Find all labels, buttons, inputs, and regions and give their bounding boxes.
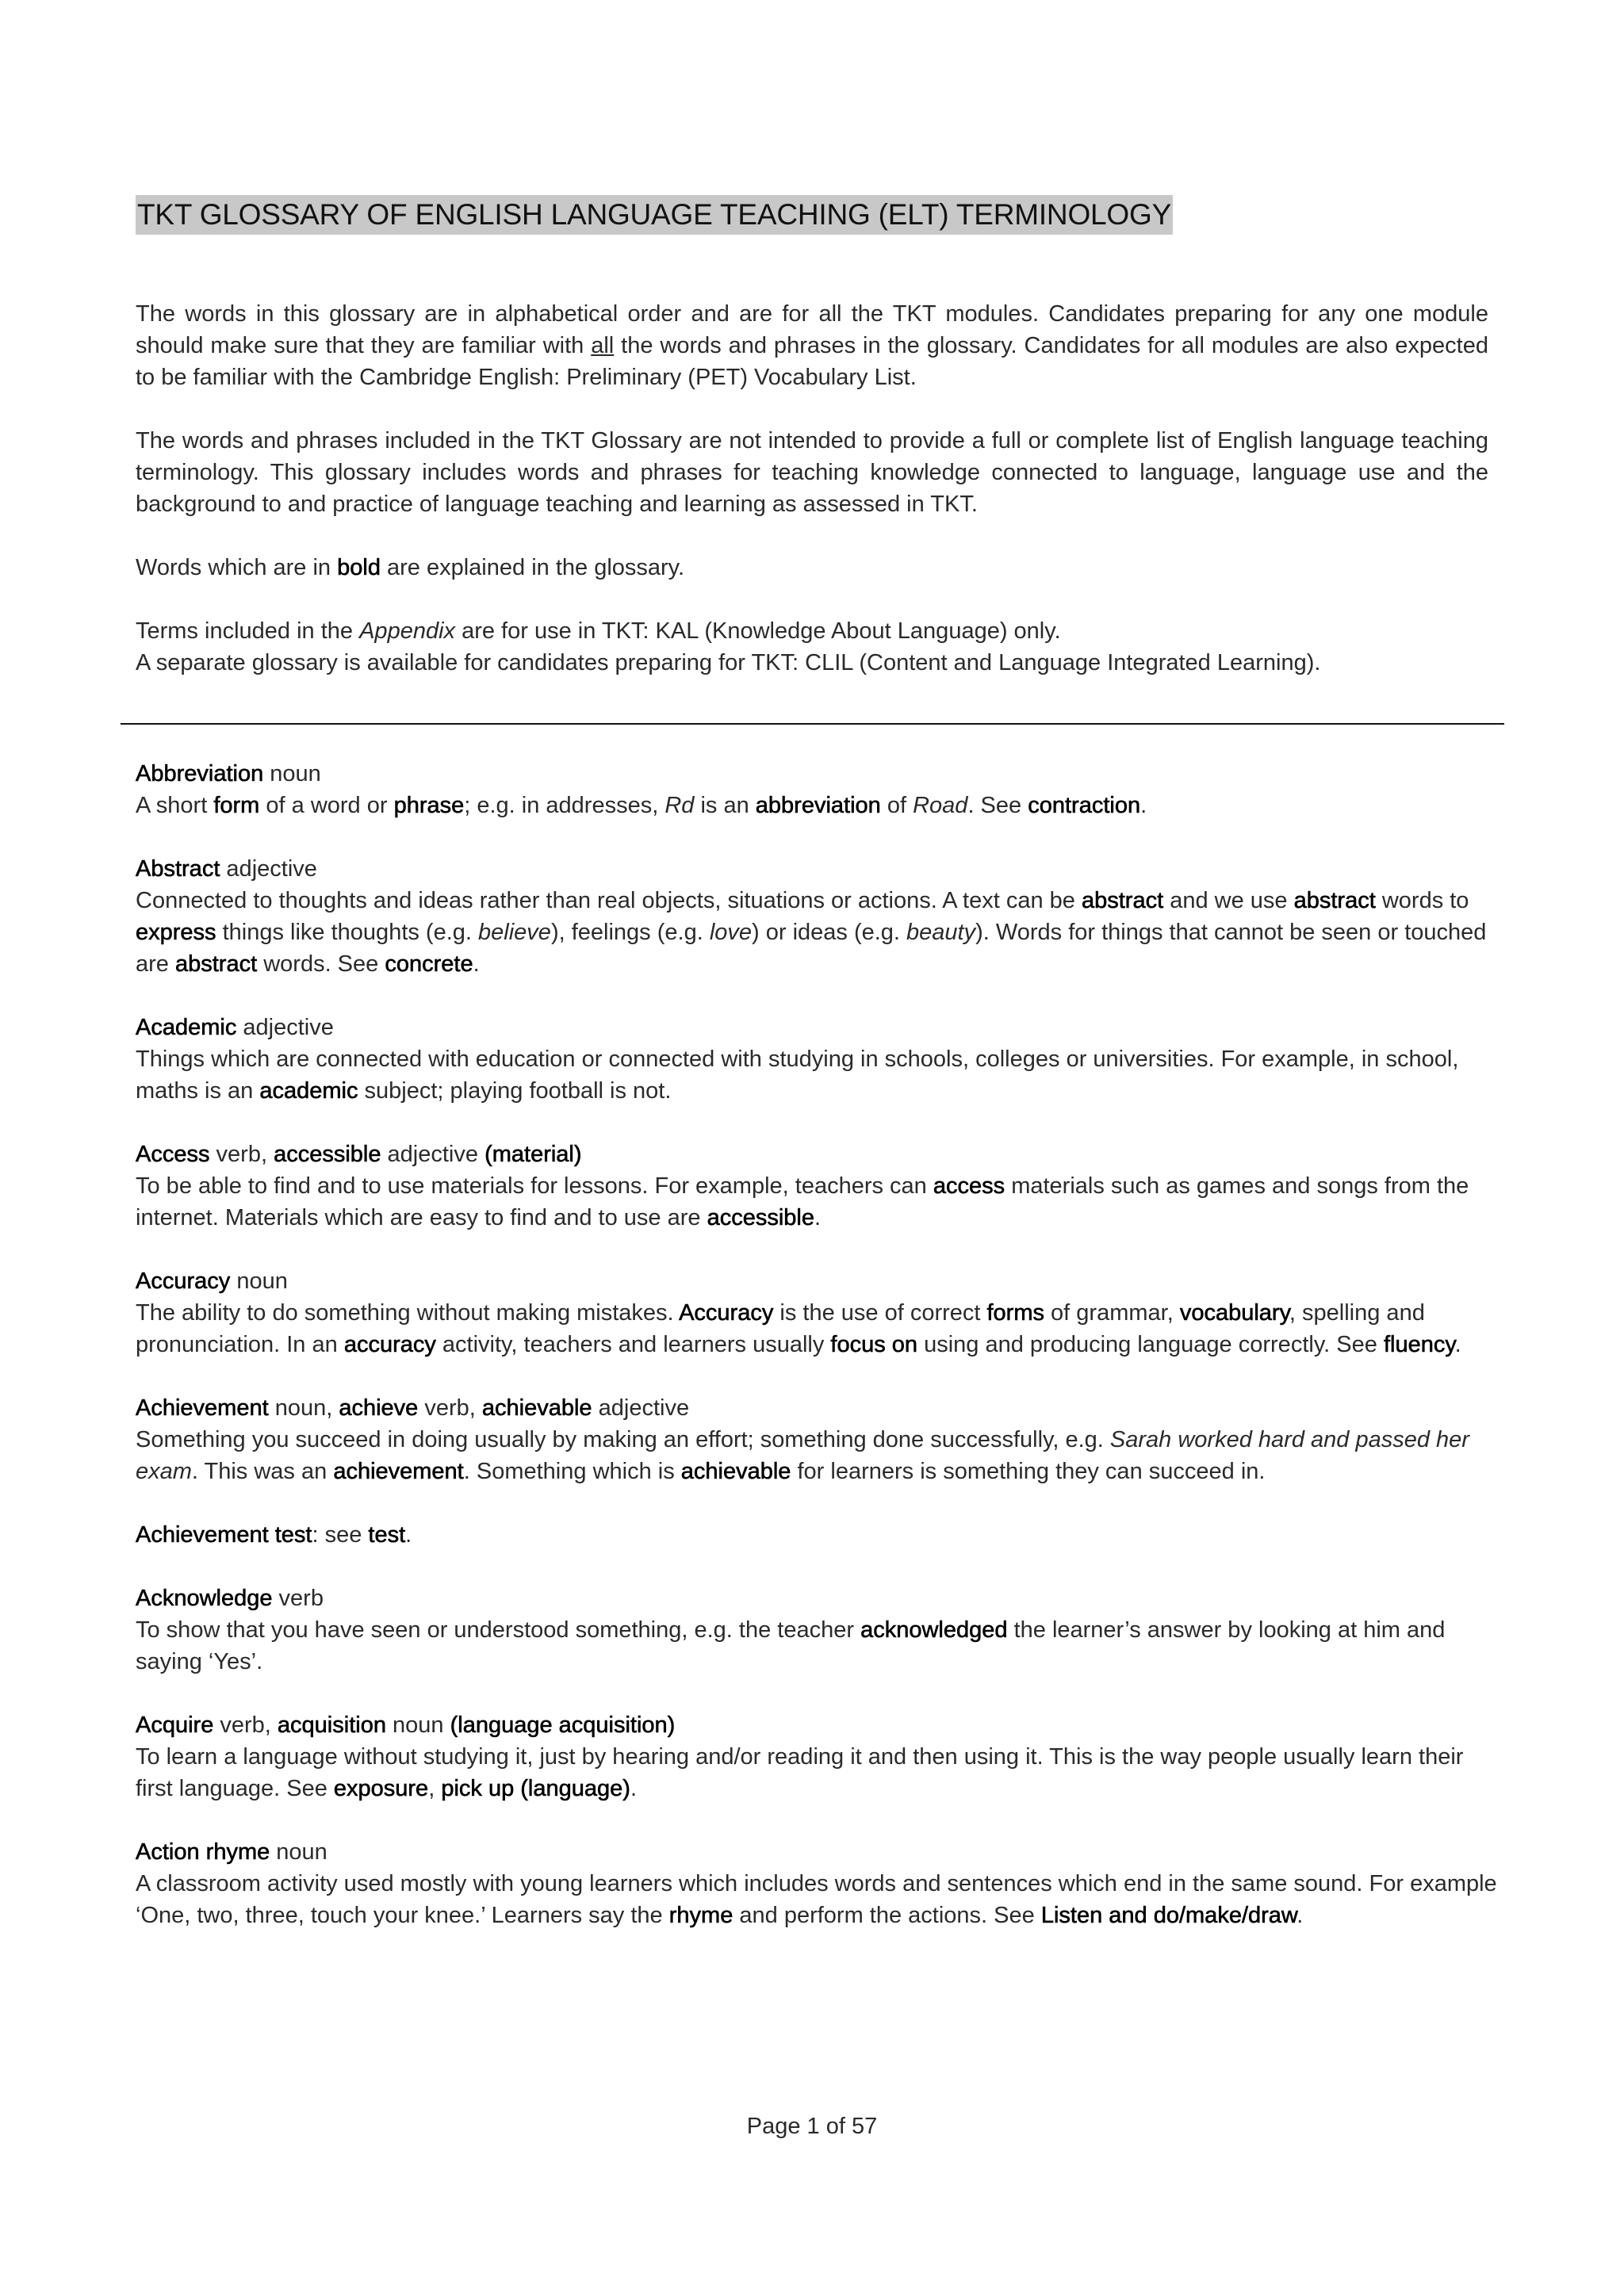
term-bold: pick up (language) xyxy=(441,1776,630,1801)
entry-headword xyxy=(136,1519,1500,1551)
text-run: adjective xyxy=(592,1395,690,1421)
term-bold: Acquire xyxy=(136,1712,214,1738)
text-run: materials such as games and songs from the internet. Materials which are easy to find and to use are xyxy=(136,1173,1469,1230)
text-run: . xyxy=(1140,793,1147,818)
text-run: . See xyxy=(967,793,1028,818)
text-run: : see xyxy=(312,1522,369,1548)
term-bold: achievement xyxy=(333,1459,464,1484)
entry-headword xyxy=(136,1582,1500,1614)
glossary-entry xyxy=(136,1138,1500,1234)
term-bold: express xyxy=(136,920,216,945)
text-run: is an xyxy=(694,793,756,818)
text-run: A classroom activity used mostly with young learners which includes words and sentences which end in the same sound. For example ‘One, two, three, touch your knee.’ Learners say the xyxy=(136,1871,1497,1928)
text-run: Connected to thoughts and ideas rather than real objects, situations or actions. A text can be xyxy=(136,888,1082,913)
example-italic: Road xyxy=(913,793,968,818)
text-run: words to xyxy=(1375,888,1469,913)
term-bold: Abbreviation xyxy=(136,761,264,786)
text-run: . This was an xyxy=(191,1459,334,1484)
text-run: . Something which is xyxy=(463,1459,681,1484)
text-run: ), feelings (e.g. xyxy=(550,920,710,945)
text-run: noun xyxy=(230,1269,288,1294)
glossary-entry xyxy=(136,1265,1500,1360)
term-bold: achievable xyxy=(481,1395,592,1421)
entry-definition xyxy=(136,1043,1500,1107)
entry-headword xyxy=(136,853,1500,885)
text-run: Something you succeed in doing usually by making an effort; something done successfully, e.g. xyxy=(136,1427,1110,1452)
text-run: adjective xyxy=(381,1142,485,1167)
term-bold: abstract xyxy=(174,951,258,977)
text-run: using and producing language correctly. See xyxy=(917,1332,1384,1357)
term-bold: contraction xyxy=(1028,793,1141,818)
term-bold: (material) xyxy=(485,1142,582,1167)
text-run: , spelling and pronunciation. In an xyxy=(136,1300,1425,1357)
entry-headword xyxy=(136,1012,1500,1043)
text-run: verb, xyxy=(209,1142,274,1167)
term-bold: abstract xyxy=(1293,888,1376,913)
glossary-entry xyxy=(136,1519,1500,1551)
text-run: A short xyxy=(136,793,214,818)
intro-paragraph-1 xyxy=(136,298,1488,393)
term-bold: Accuracy xyxy=(679,1300,774,1326)
entry-headword xyxy=(136,1138,1500,1170)
intro-text: Words which are in xyxy=(136,555,338,580)
term-bold: academic xyxy=(259,1078,358,1104)
term-bold: Abstract xyxy=(136,856,220,882)
italic-word: Appendix xyxy=(359,618,456,644)
text-run: The ability to do something without making mistakes. xyxy=(136,1300,680,1326)
term-bold: Accuracy xyxy=(136,1269,231,1294)
text-run: To learn a language without studying it, just by hearing and/or reading it and then using it. This is the way people usually learn their first language. See xyxy=(136,1744,1464,1801)
term-bold: form xyxy=(213,793,260,818)
text-run: of a word or xyxy=(259,793,394,818)
term-bold: abbreviation xyxy=(755,793,881,818)
text-run: for learners is something they can succeed in. xyxy=(791,1459,1266,1484)
text-run: adjective xyxy=(236,1015,334,1040)
term-bold: (language acquisition) xyxy=(450,1712,676,1738)
glossary-entry xyxy=(136,1392,1500,1487)
term-bold: Achievement test xyxy=(136,1522,312,1548)
term-bold: Action rhyme xyxy=(136,1839,270,1865)
example-italic: beauty xyxy=(906,920,976,945)
term-bold: exposure xyxy=(333,1776,429,1801)
entry-headword xyxy=(136,758,1500,790)
term-bold: Acknowledge xyxy=(136,1586,273,1611)
entry-headword xyxy=(136,1265,1500,1297)
page-number: Page 1 of 57 xyxy=(746,2114,878,2139)
text-run: To be able to find and to use materials for lessons. For example, teachers can xyxy=(136,1173,933,1199)
example-italic: love xyxy=(709,920,753,945)
intro-paragraph-3 xyxy=(136,552,1488,584)
text-run: things like thoughts (e.g. xyxy=(216,920,479,945)
intro-paragraph-2: The words and phrases included in the TKT Glossary are not intended to provide a full or complete list of English language teaching terminology. This glossary includes words and phrases for teaching knowledge connected to language, language use and the background to and practice of language teaching and learning as assessed in TKT. xyxy=(136,428,1488,517)
intro-text: are for use in TKT: KAL (Knowledge About Language) only. xyxy=(455,618,1061,644)
entry-definition xyxy=(136,1424,1500,1487)
glossary-entry xyxy=(136,758,1500,821)
text-run: verb, xyxy=(213,1712,278,1738)
text-run: verb, xyxy=(418,1395,482,1421)
text-run: and we use xyxy=(1163,888,1294,913)
term-bold: access xyxy=(933,1173,1005,1199)
glossary-entry xyxy=(136,1836,1500,1931)
intro-paragraph-4 xyxy=(136,615,1488,647)
text-run: ) or ideas (e.g. xyxy=(752,920,907,945)
term-bold: Academic xyxy=(136,1015,237,1040)
text-run: noun xyxy=(263,761,321,786)
term-bold: forms xyxy=(986,1300,1044,1326)
term-bold: abstract xyxy=(1081,888,1164,913)
intro-text: the words and phrases in the glossary. Candidates for all modules are also expected to be familiar with the Cambridge English: Preliminary (PET) Vocabulary List. xyxy=(136,333,1488,390)
text-run: noun xyxy=(270,1839,327,1865)
intro-text: Terms included in the xyxy=(136,618,360,644)
text-run: ; e.g. in addresses, xyxy=(464,793,665,818)
entry-definition xyxy=(136,1741,1500,1804)
glossary-entry xyxy=(136,1709,1500,1804)
term-bold: achieve xyxy=(339,1395,419,1421)
term-bold: Listen and do/make/draw xyxy=(1040,1903,1297,1928)
text-run: of xyxy=(880,793,914,818)
term-bold: Achievement xyxy=(136,1395,269,1421)
intro-text: are explained in the glossary. xyxy=(380,555,685,580)
glossary-entry xyxy=(136,1582,1500,1678)
term-bold: phrase xyxy=(393,793,465,818)
term-bold: test xyxy=(368,1522,406,1548)
text-run: . xyxy=(814,1205,822,1230)
text-run: . xyxy=(473,951,480,977)
text-run: . xyxy=(405,1522,412,1548)
glossary-entry xyxy=(136,1012,1500,1107)
text-run: , xyxy=(428,1776,442,1801)
glossary-entries xyxy=(136,758,1500,1963)
entry-definition xyxy=(136,1868,1500,1931)
term-bold: acquisition xyxy=(277,1712,386,1738)
section-divider xyxy=(121,723,1504,725)
text-run: adjective xyxy=(220,856,317,882)
page-title: TKT GLOSSARY OF ENGLISH LANGUAGE TEACHING (ELT) TERMINOLOGY xyxy=(136,195,1173,235)
term-bold: Access xyxy=(136,1142,210,1167)
entry-definition xyxy=(136,1614,1500,1678)
text-run: ). Words for things that cannot be seen or touched are xyxy=(136,920,1487,977)
term-bold: concrete xyxy=(385,951,473,977)
text-run: noun, xyxy=(268,1395,339,1421)
text-run: subject; playing football is not. xyxy=(358,1078,672,1104)
text-run: activity, teachers and learners usually xyxy=(435,1332,831,1357)
intro-text: The words in this glossary are in alphabetical order and are for all the TKT modules. Candidates preparing for any one module should make sure that they are familiar with xyxy=(136,301,1488,358)
term-bold: accessible xyxy=(274,1142,381,1167)
term-bold: achievable xyxy=(680,1459,791,1484)
entry-headword xyxy=(136,1836,1500,1868)
example-italic: believe xyxy=(478,920,551,945)
term-bold: accuracy xyxy=(343,1332,436,1357)
entry-headword xyxy=(136,1709,1500,1741)
term-bold: acknowledged xyxy=(860,1617,1008,1643)
entry-definition xyxy=(136,885,1500,980)
text-run: noun xyxy=(385,1712,450,1738)
text-run: . xyxy=(630,1776,637,1801)
text-run: and perform the actions. See xyxy=(733,1903,1041,1928)
example-italic: Sarah worked hard and passed her exam xyxy=(136,1427,1469,1484)
entry-definition xyxy=(136,790,1500,821)
text-run: of grammar, xyxy=(1044,1300,1180,1326)
text-run: words. See xyxy=(257,951,385,977)
term-bold: rhyme xyxy=(668,1903,733,1928)
intro-paragraph-5: A separate glossary is available for candidates preparing for TKT: CLIL (Content and Language Integrated Learning). xyxy=(136,650,1321,675)
term-bold: fluency xyxy=(1383,1332,1455,1357)
term-bold: focus on xyxy=(830,1332,918,1357)
entry-definition xyxy=(136,1297,1500,1360)
intro-section xyxy=(136,298,1488,710)
bold-word: bold xyxy=(337,555,381,580)
text-run: . xyxy=(1297,1903,1304,1928)
example-italic: Rd xyxy=(665,793,695,818)
text-run: the learner’s answer by looking at him and saying ‘Yes’. xyxy=(136,1617,1446,1674)
entry-definition xyxy=(136,1170,1500,1234)
term-bold: vocabulary xyxy=(1179,1300,1289,1326)
text-run: verb xyxy=(272,1586,324,1611)
text-run: To show that you have seen or understood something, e.g. the teacher xyxy=(136,1617,861,1643)
text-run: Things which are connected with education or connected with studying in schools, colleges or universities. For example, in school, maths is an xyxy=(136,1047,1459,1104)
underlined-word: all xyxy=(591,333,615,358)
text-run: . xyxy=(1454,1332,1461,1357)
entry-headword xyxy=(136,1392,1500,1424)
term-bold: accessible xyxy=(707,1205,814,1230)
glossary-entry xyxy=(136,853,1500,980)
text-run: is the use of correct xyxy=(773,1300,987,1326)
